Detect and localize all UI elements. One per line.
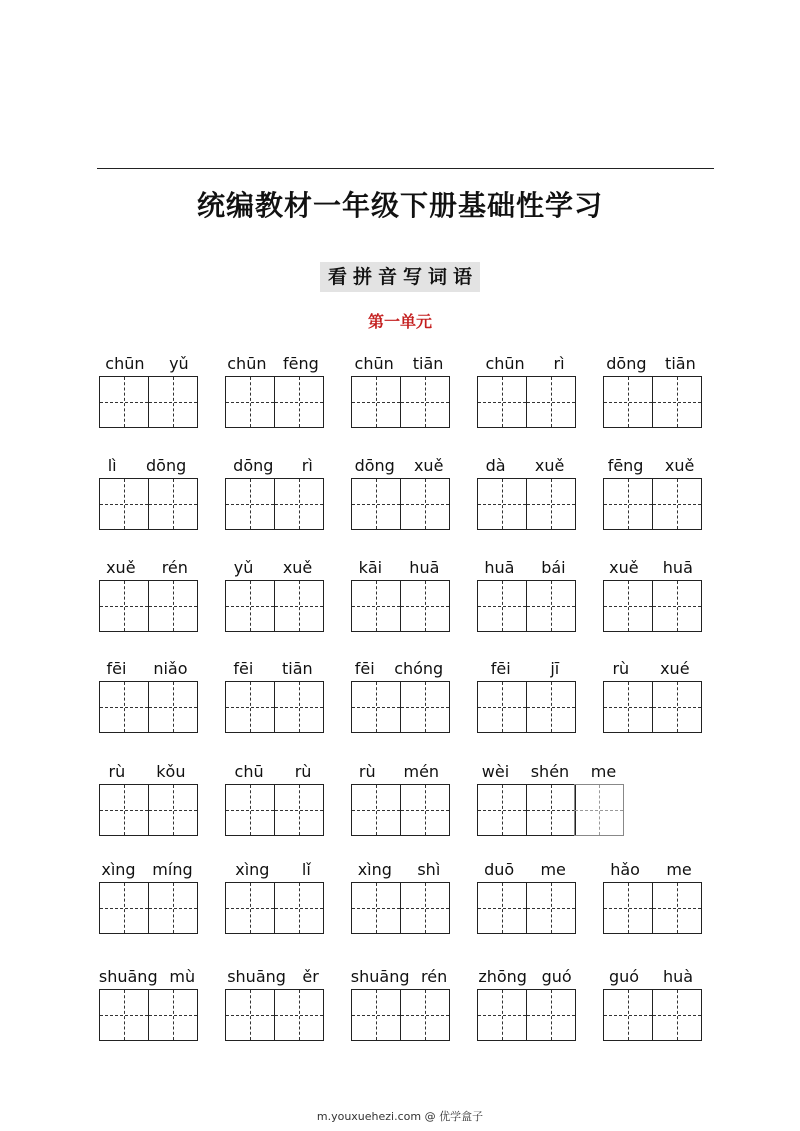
pinyin-syllable: jī	[550, 658, 560, 678]
tianzige-cell[interactable]	[351, 580, 401, 632]
pinyin-syllable: rù	[108, 761, 126, 781]
tianzige-cell[interactable]	[351, 784, 401, 836]
pinyin-syllable: lì	[107, 455, 117, 475]
writing-boxes	[603, 376, 702, 428]
tianzige-cell[interactable]	[351, 681, 401, 733]
tianzige-cell[interactable]	[400, 784, 450, 836]
pinyin-syllable: míng	[152, 859, 193, 879]
tianzige-cell[interactable]	[148, 882, 198, 934]
writing-boxes	[351, 784, 450, 836]
pinyin-syllable: rén	[161, 557, 188, 577]
pinyin-syllable: shuāng	[350, 966, 410, 986]
pinyin-syllable: fēi	[354, 658, 375, 678]
pinyin-syllable: me	[666, 859, 692, 879]
pinyin-syllable: chóng	[394, 658, 444, 678]
tianzige-cell[interactable]	[603, 681, 653, 733]
pinyin-syllable: shuāng	[227, 966, 286, 986]
pinyin-syllable: shuāng	[98, 966, 158, 986]
pinyin-syllable: huà	[662, 966, 694, 986]
pinyin-syllable: tiān	[412, 353, 444, 373]
writing-boxes	[477, 478, 576, 530]
pinyin-syllable: wèi	[481, 761, 510, 781]
tianzige-cell[interactable]	[526, 478, 576, 530]
tianzige-cell[interactable]	[225, 882, 275, 934]
pinyin-line	[219, 454, 327, 476]
tianzige-cell[interactable]	[603, 989, 653, 1041]
section-subtitle: 看拼音写词语	[320, 262, 480, 292]
tianzige-cell[interactable]	[603, 376, 653, 428]
tianzige-cell[interactable]	[351, 989, 401, 1041]
tianzige-cell[interactable]	[148, 376, 198, 428]
writing-boxes	[225, 681, 324, 733]
writing-boxes	[603, 478, 702, 530]
page-title: 统编教材一年级下册基础性学习	[196, 189, 603, 222]
tianzige-cell[interactable]	[274, 478, 324, 530]
pinyin-syllable: dōng	[233, 455, 274, 475]
pinyin-syllable: xuě	[609, 557, 639, 577]
tianzige-cell[interactable]	[274, 784, 324, 836]
tianzige-cell[interactable]	[99, 784, 149, 836]
pinyin-line	[219, 352, 327, 374]
tianzige-cell[interactable]	[400, 580, 450, 632]
pinyin-line	[93, 657, 201, 679]
pinyin-syllable: xìng	[101, 859, 136, 879]
pinyin-syllable: me	[540, 859, 566, 879]
pinyin-line	[93, 352, 201, 374]
pinyin-syllable: tiān	[281, 658, 313, 678]
tianzige-cell[interactable]	[99, 681, 149, 733]
writing-boxes	[351, 478, 450, 530]
writing-boxes	[99, 478, 198, 530]
tianzige-cell[interactable]	[526, 580, 576, 632]
tianzige-cell[interactable]	[603, 882, 653, 934]
tianzige-cell[interactable]	[148, 478, 198, 530]
pinyin-syllable: rén	[421, 966, 448, 986]
tianzige-cell[interactable]	[99, 376, 149, 428]
writing-boxes	[477, 681, 576, 733]
tianzige-cell[interactable]	[652, 478, 702, 530]
writing-boxes	[225, 989, 324, 1041]
pinyin-syllable: xuě	[282, 557, 313, 577]
pinyin-syllable: xuě	[664, 455, 695, 475]
tianzige-cell[interactable]	[603, 580, 653, 632]
writing-boxes	[351, 681, 450, 733]
pinyin-line	[597, 858, 705, 880]
writing-boxes	[477, 376, 576, 428]
pinyin-syllable: mù	[169, 966, 196, 986]
pinyin-syllable: dōng	[146, 455, 187, 475]
pinyin-syllable: chūn	[227, 353, 267, 373]
tianzige-cell[interactable]	[148, 681, 198, 733]
pinyin-line	[597, 556, 705, 578]
tianzige-cell[interactable]	[652, 580, 702, 632]
writing-boxes	[99, 989, 198, 1041]
pinyin-syllable: tiān	[665, 353, 696, 373]
pinyin-syllable: guó	[608, 966, 640, 986]
tianzige-cell[interactable]	[274, 376, 324, 428]
pinyin-syllable: huā	[409, 557, 440, 577]
pinyin-syllable: xìng	[235, 859, 270, 879]
pinyin-line	[597, 352, 705, 374]
pinyin-line	[345, 965, 453, 987]
tianzige-cell[interactable]	[652, 376, 702, 428]
tianzige-cell[interactable]	[148, 580, 198, 632]
pinyin-syllable: xué	[660, 658, 690, 678]
pinyin-syllable: rì	[553, 353, 565, 373]
tianzige-cell[interactable]	[400, 478, 450, 530]
tianzige-cell[interactable]	[351, 478, 401, 530]
tianzige-cell[interactable]	[652, 882, 702, 934]
tianzige-cell[interactable]	[477, 784, 527, 836]
pinyin-syllable: yǔ	[169, 353, 189, 373]
writing-boxes	[477, 882, 576, 934]
pinyin-syllable: huā	[484, 557, 515, 577]
tianzige-cell[interactable]	[99, 989, 149, 1041]
tianzige-cell[interactable]	[274, 989, 324, 1041]
pinyin-line	[345, 858, 453, 880]
tianzige-cell[interactable]	[526, 989, 576, 1041]
pinyin-syllable: fēi	[490, 658, 511, 678]
writing-boxes	[225, 784, 324, 836]
pinyin-line	[597, 965, 705, 987]
pinyin-syllable: hǎo	[610, 859, 640, 879]
footer-watermark: m.youxuehezi.com @ 优学盒子	[316, 1110, 484, 1123]
pinyin-line	[345, 454, 453, 476]
pinyin-line	[471, 965, 579, 987]
pinyin-syllable: zhōng	[478, 966, 527, 986]
tianzige-cell[interactable]	[526, 882, 576, 934]
tianzige-cell[interactable]	[351, 882, 401, 934]
pinyin-syllable: xuě	[534, 455, 565, 475]
pinyin-syllable: chūn	[485, 353, 525, 373]
pinyin-line	[471, 657, 579, 679]
tianzige-cell[interactable]	[225, 580, 275, 632]
pinyin-line	[471, 858, 579, 880]
pinyin-line	[597, 454, 705, 476]
tianzige-cell[interactable]	[574, 784, 624, 836]
pinyin-syllable: dōng	[606, 353, 647, 373]
pinyin-syllable: lǐ	[301, 859, 311, 879]
tianzige-cell[interactable]	[400, 376, 450, 428]
pinyin-syllable: dà	[485, 455, 506, 475]
writing-boxes	[477, 989, 576, 1041]
pinyin-line	[345, 657, 453, 679]
pinyin-syllable: fēng	[607, 455, 644, 475]
pinyin-line	[471, 556, 579, 578]
pinyin-line	[345, 556, 453, 578]
pinyin-line	[219, 760, 327, 782]
tianzige-cell[interactable]	[225, 478, 275, 530]
pinyin-line	[93, 858, 201, 880]
pinyin-syllable: shì	[417, 859, 441, 879]
pinyin-syllable: bái	[541, 557, 566, 577]
pinyin-syllable: xìng	[357, 859, 392, 879]
tianzige-cell[interactable]	[526, 681, 576, 733]
pinyin-syllable: huā	[662, 557, 693, 577]
writing-boxes	[603, 681, 702, 733]
tianzige-cell[interactable]	[274, 882, 324, 934]
tianzige-cell[interactable]	[477, 989, 527, 1041]
pinyin-syllable: chūn	[354, 353, 394, 373]
pinyin-syllable: rù	[612, 658, 630, 678]
writing-boxes	[351, 882, 450, 934]
writing-boxes	[603, 882, 702, 934]
pinyin-line	[219, 657, 327, 679]
tianzige-cell[interactable]	[477, 478, 527, 530]
tianzige-cell[interactable]	[351, 376, 401, 428]
writing-boxes	[603, 989, 702, 1041]
pinyin-syllable: chūn	[105, 353, 145, 373]
pinyin-syllable: duō	[484, 859, 515, 879]
unit-heading: 第一单元	[367, 312, 432, 331]
pinyin-syllable: mén	[403, 761, 440, 781]
pinyin-line	[471, 454, 579, 476]
writing-boxes	[225, 478, 324, 530]
tianzige-cell[interactable]	[400, 681, 450, 733]
writing-boxes	[225, 882, 324, 934]
pinyin-line	[93, 454, 201, 476]
pinyin-syllable: dōng	[354, 455, 395, 475]
pinyin-syllable: kǒu	[156, 761, 186, 781]
tianzige-cell[interactable]	[526, 376, 576, 428]
pinyin-syllable: shén	[530, 761, 570, 781]
writing-boxes	[477, 784, 624, 836]
tianzige-cell[interactable]	[99, 882, 149, 934]
pinyin-line	[345, 760, 453, 782]
tianzige-cell[interactable]	[225, 989, 275, 1041]
writing-boxes	[99, 580, 198, 632]
tianzige-cell[interactable]	[477, 376, 527, 428]
tianzige-cell[interactable]	[652, 681, 702, 733]
writing-boxes	[225, 376, 324, 428]
tianzige-cell[interactable]	[225, 376, 275, 428]
tianzige-cell[interactable]	[99, 478, 149, 530]
pinyin-syllable: rù	[358, 761, 376, 781]
pinyin-syllable: ěr	[302, 966, 319, 986]
tianzige-cell[interactable]	[400, 882, 450, 934]
pinyin-line	[471, 760, 627, 782]
pinyin-syllable: yǔ	[233, 557, 254, 577]
writing-boxes	[99, 784, 198, 836]
pinyin-syllable: kāi	[358, 557, 383, 577]
tianzige-cell[interactable]	[400, 989, 450, 1041]
pinyin-syllable: guó	[541, 966, 572, 986]
tianzige-cell[interactable]	[274, 681, 324, 733]
tianzige-cell[interactable]	[477, 681, 527, 733]
tianzige-cell[interactable]	[99, 580, 149, 632]
tianzige-cell[interactable]	[148, 989, 198, 1041]
pinyin-syllable: fēng	[282, 353, 319, 373]
pinyin-syllable: xuě	[413, 455, 444, 475]
pinyin-line	[219, 965, 327, 987]
tianzige-cell[interactable]	[477, 882, 527, 934]
tianzige-cell[interactable]	[148, 784, 198, 836]
tianzige-cell[interactable]	[652, 989, 702, 1041]
writing-boxes	[225, 580, 324, 632]
pinyin-line	[345, 352, 453, 374]
writing-boxes	[351, 376, 450, 428]
writing-boxes	[603, 580, 702, 632]
pinyin-syllable: fēi	[233, 658, 254, 678]
writing-boxes	[351, 989, 450, 1041]
pinyin-line	[93, 965, 201, 987]
pinyin-line	[471, 352, 579, 374]
pinyin-line	[219, 556, 327, 578]
tianzige-cell[interactable]	[477, 580, 527, 632]
tianzige-cell[interactable]	[225, 784, 275, 836]
tianzige-cell[interactable]	[225, 681, 275, 733]
pinyin-syllable: me	[590, 761, 617, 781]
writing-boxes	[99, 376, 198, 428]
tianzige-cell[interactable]	[526, 784, 576, 836]
pinyin-line	[93, 556, 201, 578]
tianzige-cell[interactable]	[603, 478, 653, 530]
writing-boxes	[351, 580, 450, 632]
pinyin-syllable: rì	[301, 455, 313, 475]
tianzige-cell[interactable]	[274, 580, 324, 632]
writing-boxes	[477, 580, 576, 632]
pinyin-syllable: niǎo	[153, 658, 188, 678]
pinyin-line	[93, 760, 201, 782]
pinyin-syllable: xuě	[106, 557, 136, 577]
writing-boxes	[99, 681, 198, 733]
pinyin-line	[597, 657, 705, 679]
pinyin-syllable: fēi	[106, 658, 127, 678]
pinyin-syllable: rù	[294, 761, 312, 781]
writing-boxes	[99, 882, 198, 934]
pinyin-line	[219, 858, 327, 880]
pinyin-syllable: chū	[234, 761, 264, 781]
